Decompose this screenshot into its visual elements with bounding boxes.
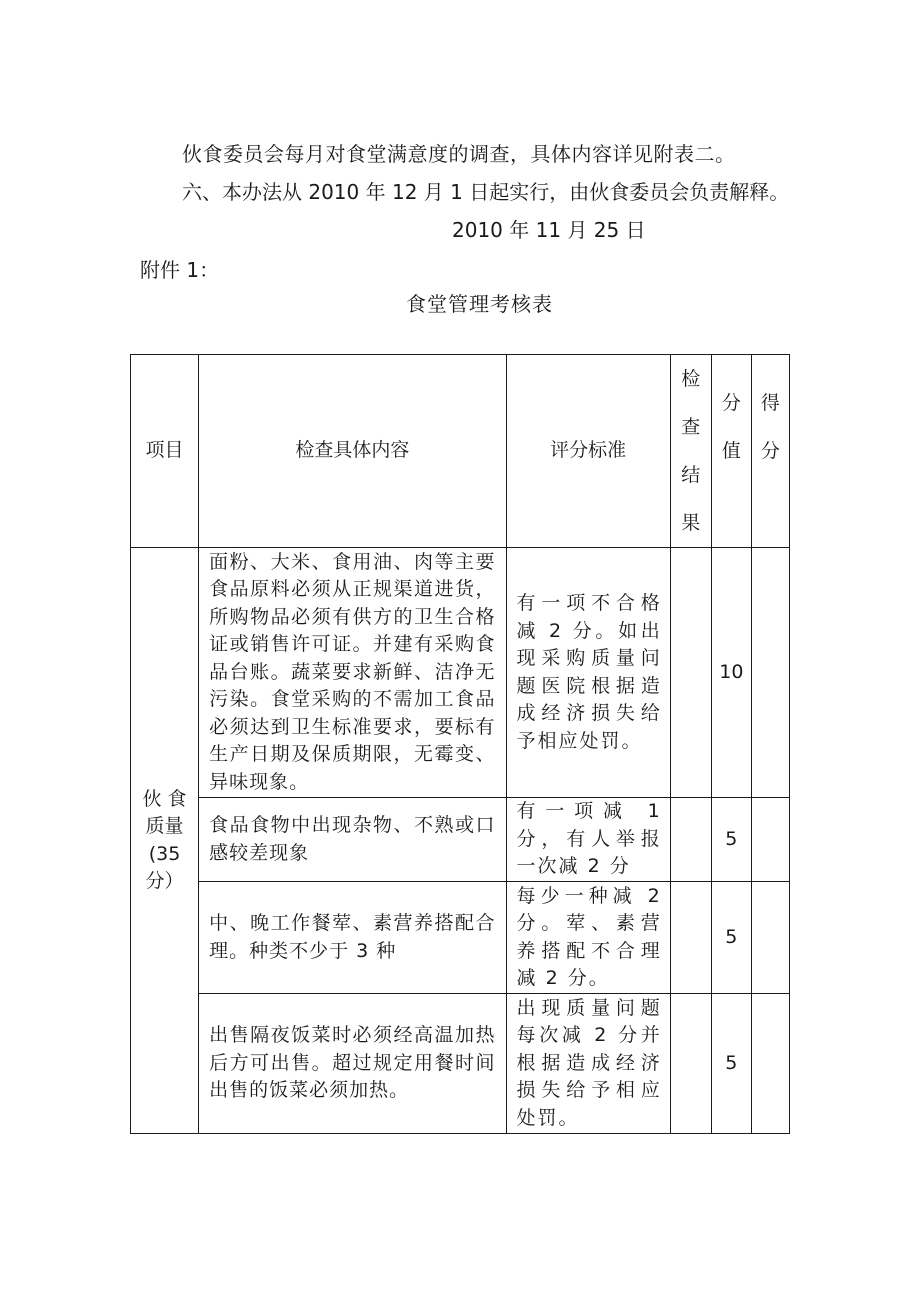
- row-got: [751, 994, 789, 1134]
- row-result: [670, 882, 711, 994]
- header-result: [670, 355, 711, 548]
- paragraph-effective-date: 六、本办法从 2010 年 12 月 1 日起实行，由伙食委员会负责解释。: [182, 180, 790, 204]
- header-score: [711, 355, 751, 548]
- table-row: [131, 882, 790, 994]
- table-row: [131, 994, 790, 1134]
- row-score: 5: [711, 994, 751, 1134]
- header-got: [751, 355, 789, 548]
- category-cell: 伙 食 质量 (35 分）: [131, 548, 199, 1134]
- row-got: [751, 548, 789, 798]
- row-got: [751, 882, 789, 994]
- row-score: 5: [711, 882, 751, 994]
- table-header-row: [131, 355, 790, 548]
- attachment-label: 附件 1：: [140, 258, 220, 282]
- row-standard: 有一项不合格减 2 分。如出现采购质量问题医院根据造成经济损失给予相应处罚。: [506, 548, 670, 798]
- row-content: 出售隔夜饭菜时必须经高温加热后方可出售。超过规定用餐时间出售的饭菜必须加热。: [199, 994, 506, 1134]
- table-title: 食堂管理考核表: [406, 292, 553, 316]
- row-score: 10: [711, 548, 751, 798]
- row-standard: 每少一种减 2 分。荤、素营养搭配不合理减 2 分。: [506, 882, 670, 994]
- row-standard: 有一项减 1 分，有人举报一次减 2 分: [506, 798, 670, 882]
- header-content: 检查具体内容: [199, 355, 506, 548]
- header-result-label: 检查结果: [681, 368, 701, 534]
- row-content: 食品食物中出现杂物、不熟或口感较差现象: [199, 798, 506, 882]
- header-score-label: 分值: [721, 392, 741, 462]
- header-item: 项目: [131, 355, 199, 548]
- row-content: 面粉、大米、食用油、肉等主要食品原料必须从正规渠道进货，所购物品必须有供方的卫生合格证或销售许可证。并建有采购食品台账。蔬菜要求新鲜、洁净无污染。食堂采购的不需加工食品必须达到卫生标准要求，要标有生产日期及保质期限，无霉变、异味现象。: [199, 548, 506, 798]
- row-result: [670, 548, 711, 798]
- header-got-label: 得分: [760, 392, 780, 462]
- document-date: 2010 年 11 月 25 日: [452, 218, 646, 242]
- row-got: [751, 798, 789, 882]
- row-standard: 出现质量问题每次减 2 分并根据造成经济损失给予相应处罚。: [506, 994, 670, 1134]
- paragraph-survey: 伙食委员会每月对食堂满意度的调查，具体内容详见附表二。: [182, 142, 736, 166]
- row-content: 中、晚工作餐荤、素营养搭配合理。种类不少于 3 种: [199, 882, 506, 994]
- row-result: [670, 798, 711, 882]
- assessment-table: [130, 354, 790, 1134]
- row-result: [670, 994, 711, 1134]
- header-standard: 评分标准: [506, 355, 670, 548]
- table-row: [131, 798, 790, 882]
- row-score: 5: [711, 798, 751, 882]
- table-row: [131, 548, 790, 798]
